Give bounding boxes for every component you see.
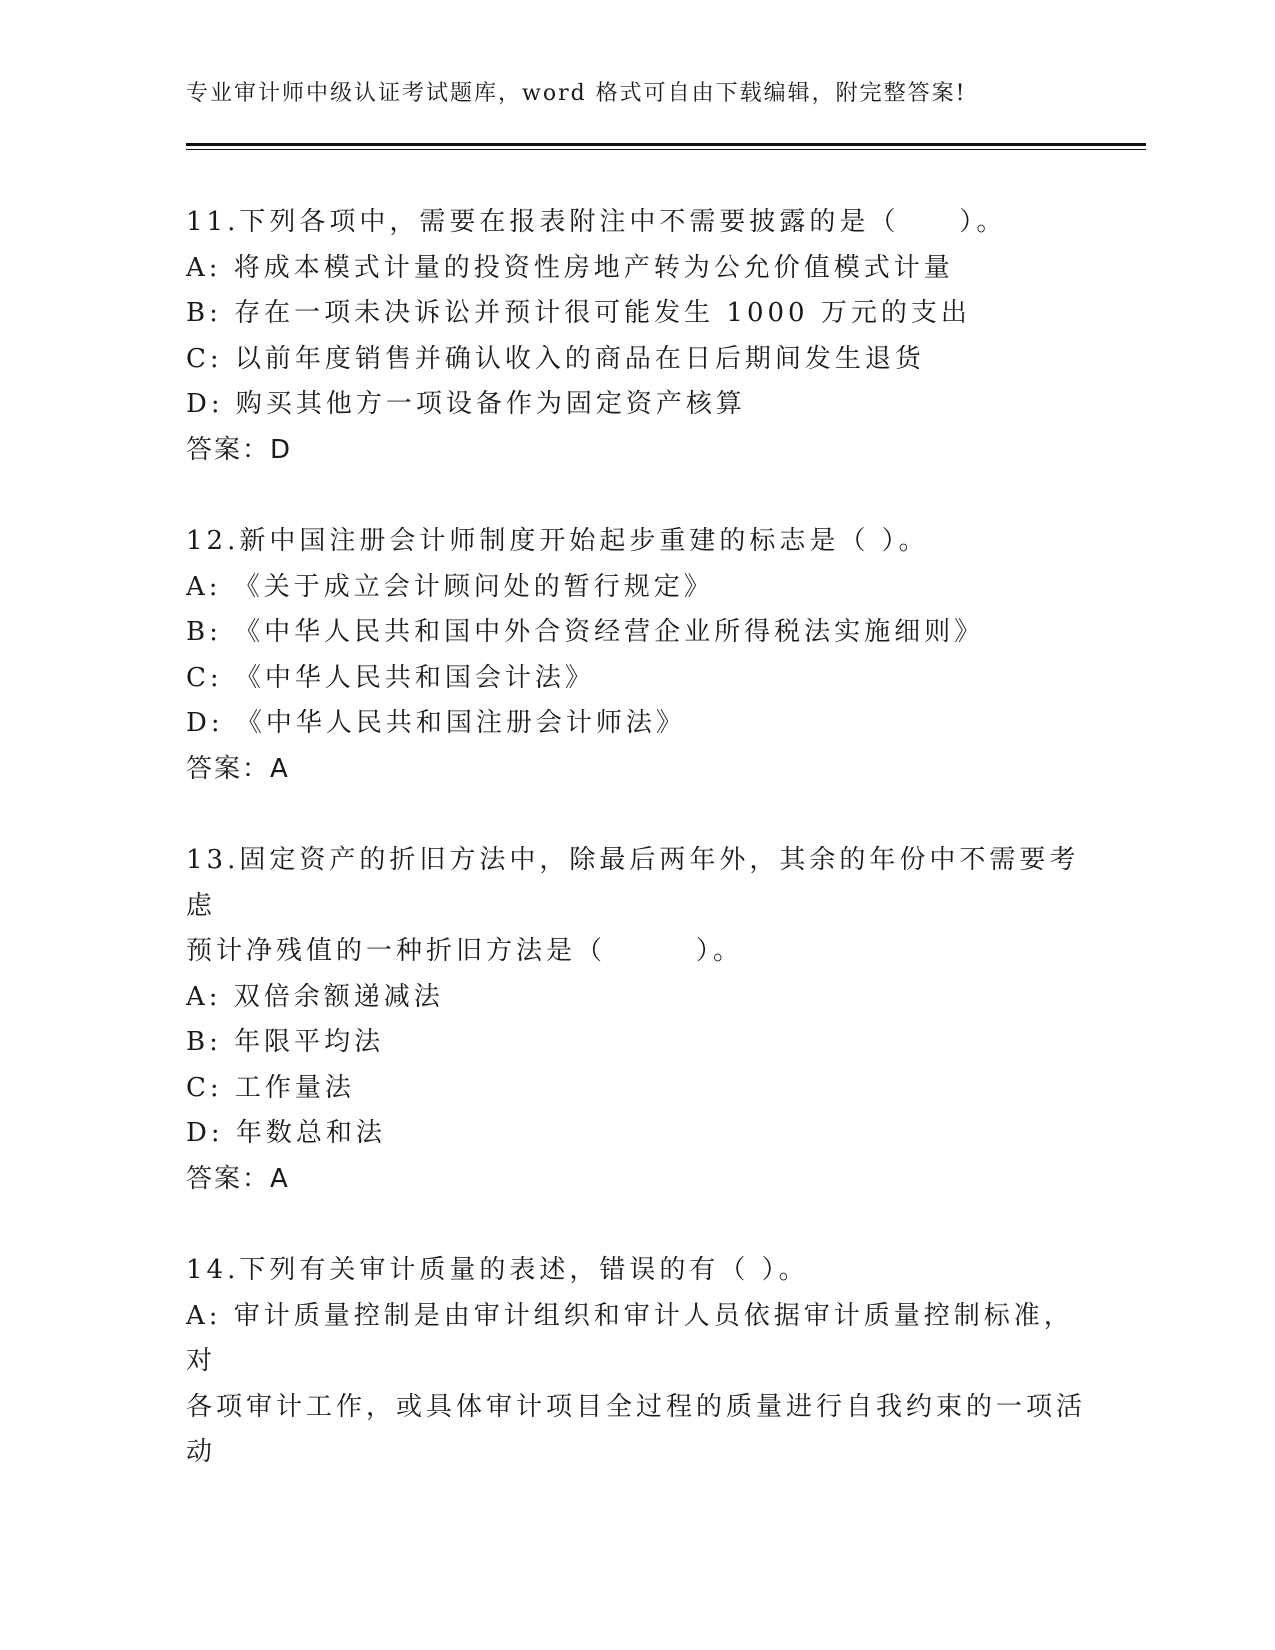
header-rule-thin <box>186 149 1146 150</box>
option-a: A: 将成本模式计量的投资性房地产转为公允价值模式计量 <box>186 252 954 283</box>
question-12 <box>186 519 1086 792</box>
option-a-line-2: 各项审计工作，或具体审计项目全过程的质量进行自我约束的一项活 <box>186 1391 1087 1422</box>
answer-label: 答案：A <box>186 1163 290 1194</box>
option-b: B: 存在一项未决诉讼并预计很可能发生 1000 万元的支出 <box>186 298 971 328</box>
question-stem: 14.下列有关审计质量的表述，错误的有（ ）。 <box>186 1255 809 1285</box>
page-header: 专业审计师中级认证考试题库，word 格式可自由下载编辑，附完整答案! <box>186 81 967 106</box>
question-stem-line-1: 13.固定资产的折旧方法中，除最后两年外，其余的年份中不需要考虑 <box>186 845 1080 921</box>
question-stem: 11.下列各项中，需要在报表附注中不需要披露的是（ ）。 <box>186 207 1007 237</box>
question-11 <box>186 200 1086 473</box>
answer-label: 答案：D <box>186 434 293 465</box>
question-stem: 12.新中国注册会计师制度开始起步重建的标志是（ ）。 <box>186 526 929 556</box>
option-a: A: 双倍余额递减法 <box>186 981 444 1012</box>
option-a-line-3: 动 <box>186 1437 217 1467</box>
option-c: C: 《中华人民共和国会计法》 <box>186 662 595 693</box>
option-d: D: 购买其他方一项设备作为固定资产核算 <box>186 389 746 419</box>
option-b: B: 年限平均法 <box>186 1027 385 1057</box>
option-d: D: 《中华人民共和国注册会计师法》 <box>186 708 686 738</box>
option-a-line-1: A: 审计质量控制是由审计组织和审计人员依据审计质量控制标准，对 <box>186 1300 1074 1376</box>
question-list <box>186 200 1086 1522</box>
answer-label: 答案：A <box>186 753 290 784</box>
option-c: C: 工作量法 <box>186 1072 355 1103</box>
option-b: B: 《中华人民共和国中外合资经营企业所得税法实施细则》 <box>186 617 985 647</box>
option-c: C: 以前年度销售并确认收入的商品在日后期间发生退货 <box>186 343 925 374</box>
option-d: D: 年数总和法 <box>186 1118 386 1148</box>
question-13 <box>186 838 1086 1202</box>
header-rule-thick <box>186 143 1146 146</box>
question-stem-line-2: 预计净残值的一种折旧方法是（ ）。 <box>186 936 744 966</box>
question-14 <box>186 1248 1086 1476</box>
option-a: A: 《关于成立会计顾问处的暂行规定》 <box>186 571 714 602</box>
